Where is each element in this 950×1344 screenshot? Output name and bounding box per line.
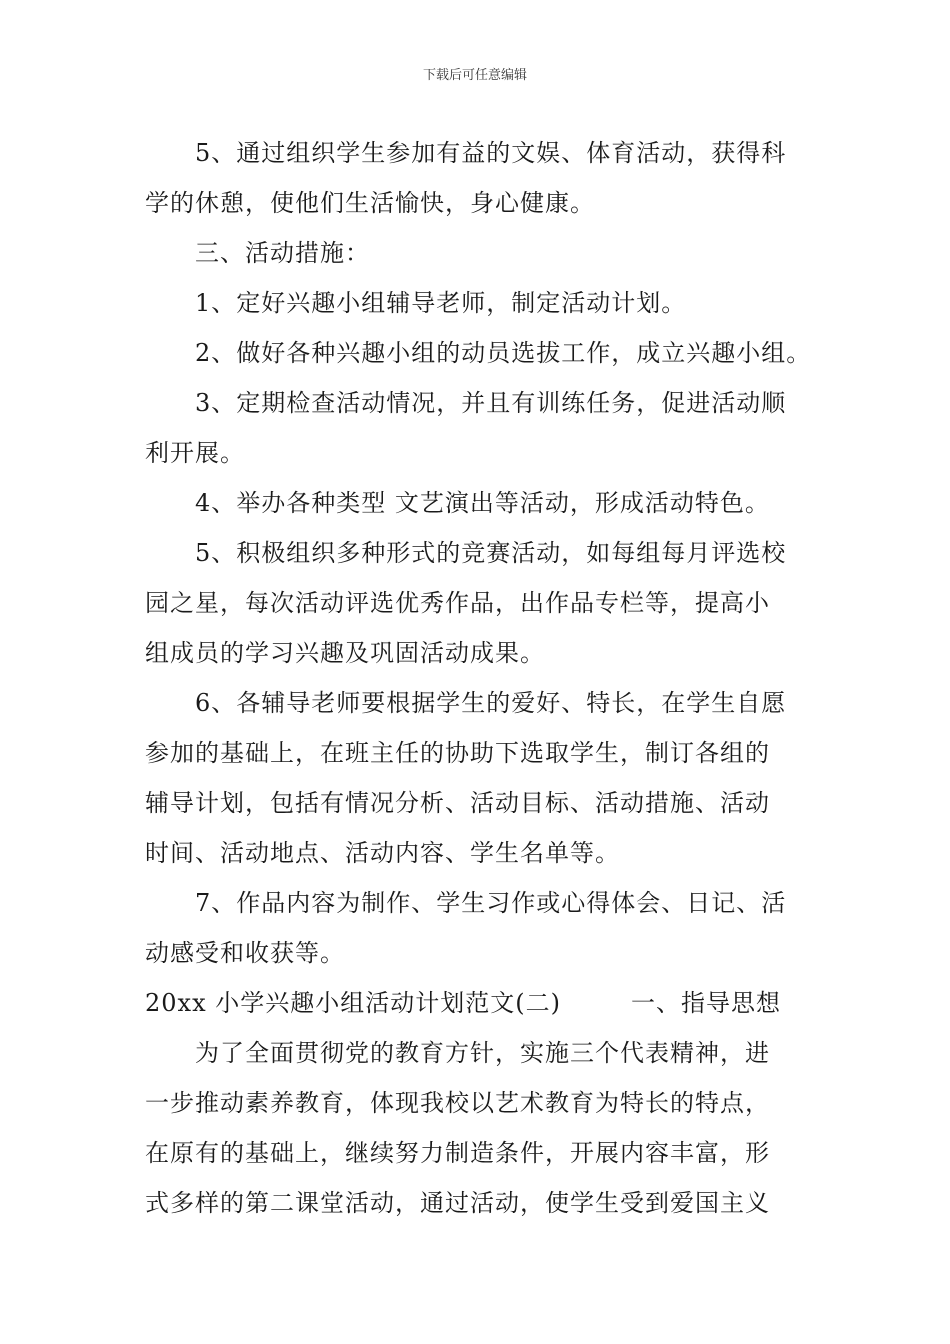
- text-line: 参加的基础上，在班主任的协助下选取学生，制订各组的: [145, 739, 770, 767]
- text-line: 为了全面贯彻党的教育方针，实施三个代表精神，进: [195, 1039, 770, 1067]
- text-line: 7、作品内容为制作、学生习作或心得体会、日记、活: [195, 889, 787, 917]
- text-line: 利开展。: [145, 439, 245, 467]
- text-line: 辅导计划，包括有情况分析、活动目标、活动措施、活动: [145, 789, 770, 817]
- text-line: 2、做好各种兴趣小组的动员选拔工作，成立兴趣小组。: [195, 339, 812, 367]
- document-title-line: [145, 978, 815, 1028]
- page-header: 下载后可任意编辑: [422, 68, 527, 83]
- text-line: 1、定好兴趣小组辅导老师，制定活动计划。: [195, 289, 687, 317]
- title-spacer: [561, 978, 631, 1028]
- section-heading: 一、指导思想: [630, 989, 781, 1017]
- text-line: 4、举办各种类型 文艺演出等活动，形成活动特色。: [195, 489, 770, 517]
- text-line: 3、定期检查活动情况，并且有训练任务，促进活动顺: [195, 389, 787, 417]
- text-line: 6、各辅导老师要根据学生的爱好、特长，在学生自愿: [195, 689, 787, 717]
- text-line: 学的休憩，使他们生活愉快，身心健康。: [145, 189, 595, 217]
- text-line: 园之星，每次活动评选优秀作品，出作品专栏等，提高小: [145, 589, 770, 617]
- text-line: 时间、活动地点、活动内容、学生名单等。: [145, 839, 620, 867]
- text-line: 5、积极组织多种形式的竞赛活动，如每组每月评选校: [195, 539, 787, 567]
- text-line: 动感受和收获等。: [145, 939, 345, 967]
- text-line: 5、通过组织学生参加有益的文娱、体育活动，获得科: [195, 139, 787, 167]
- text-line: 组成员的学习兴趣及巩固活动成果。: [145, 639, 545, 667]
- document-body: [145, 128, 815, 1228]
- section-heading: 三、活动措施：: [195, 239, 370, 267]
- text-line: 在原有的基础上，继续努力制造条件，开展内容丰富，形: [145, 1139, 770, 1167]
- text-line: 式多样的第二课堂活动，通过活动，使学生受到爱国主义: [145, 1189, 770, 1217]
- text-line: 一步推动素养教育，体现我校以艺术教育为特长的特点，: [145, 1089, 770, 1117]
- document-title: 20xx 小学兴趣小组活动计划范文(二): [145, 989, 561, 1017]
